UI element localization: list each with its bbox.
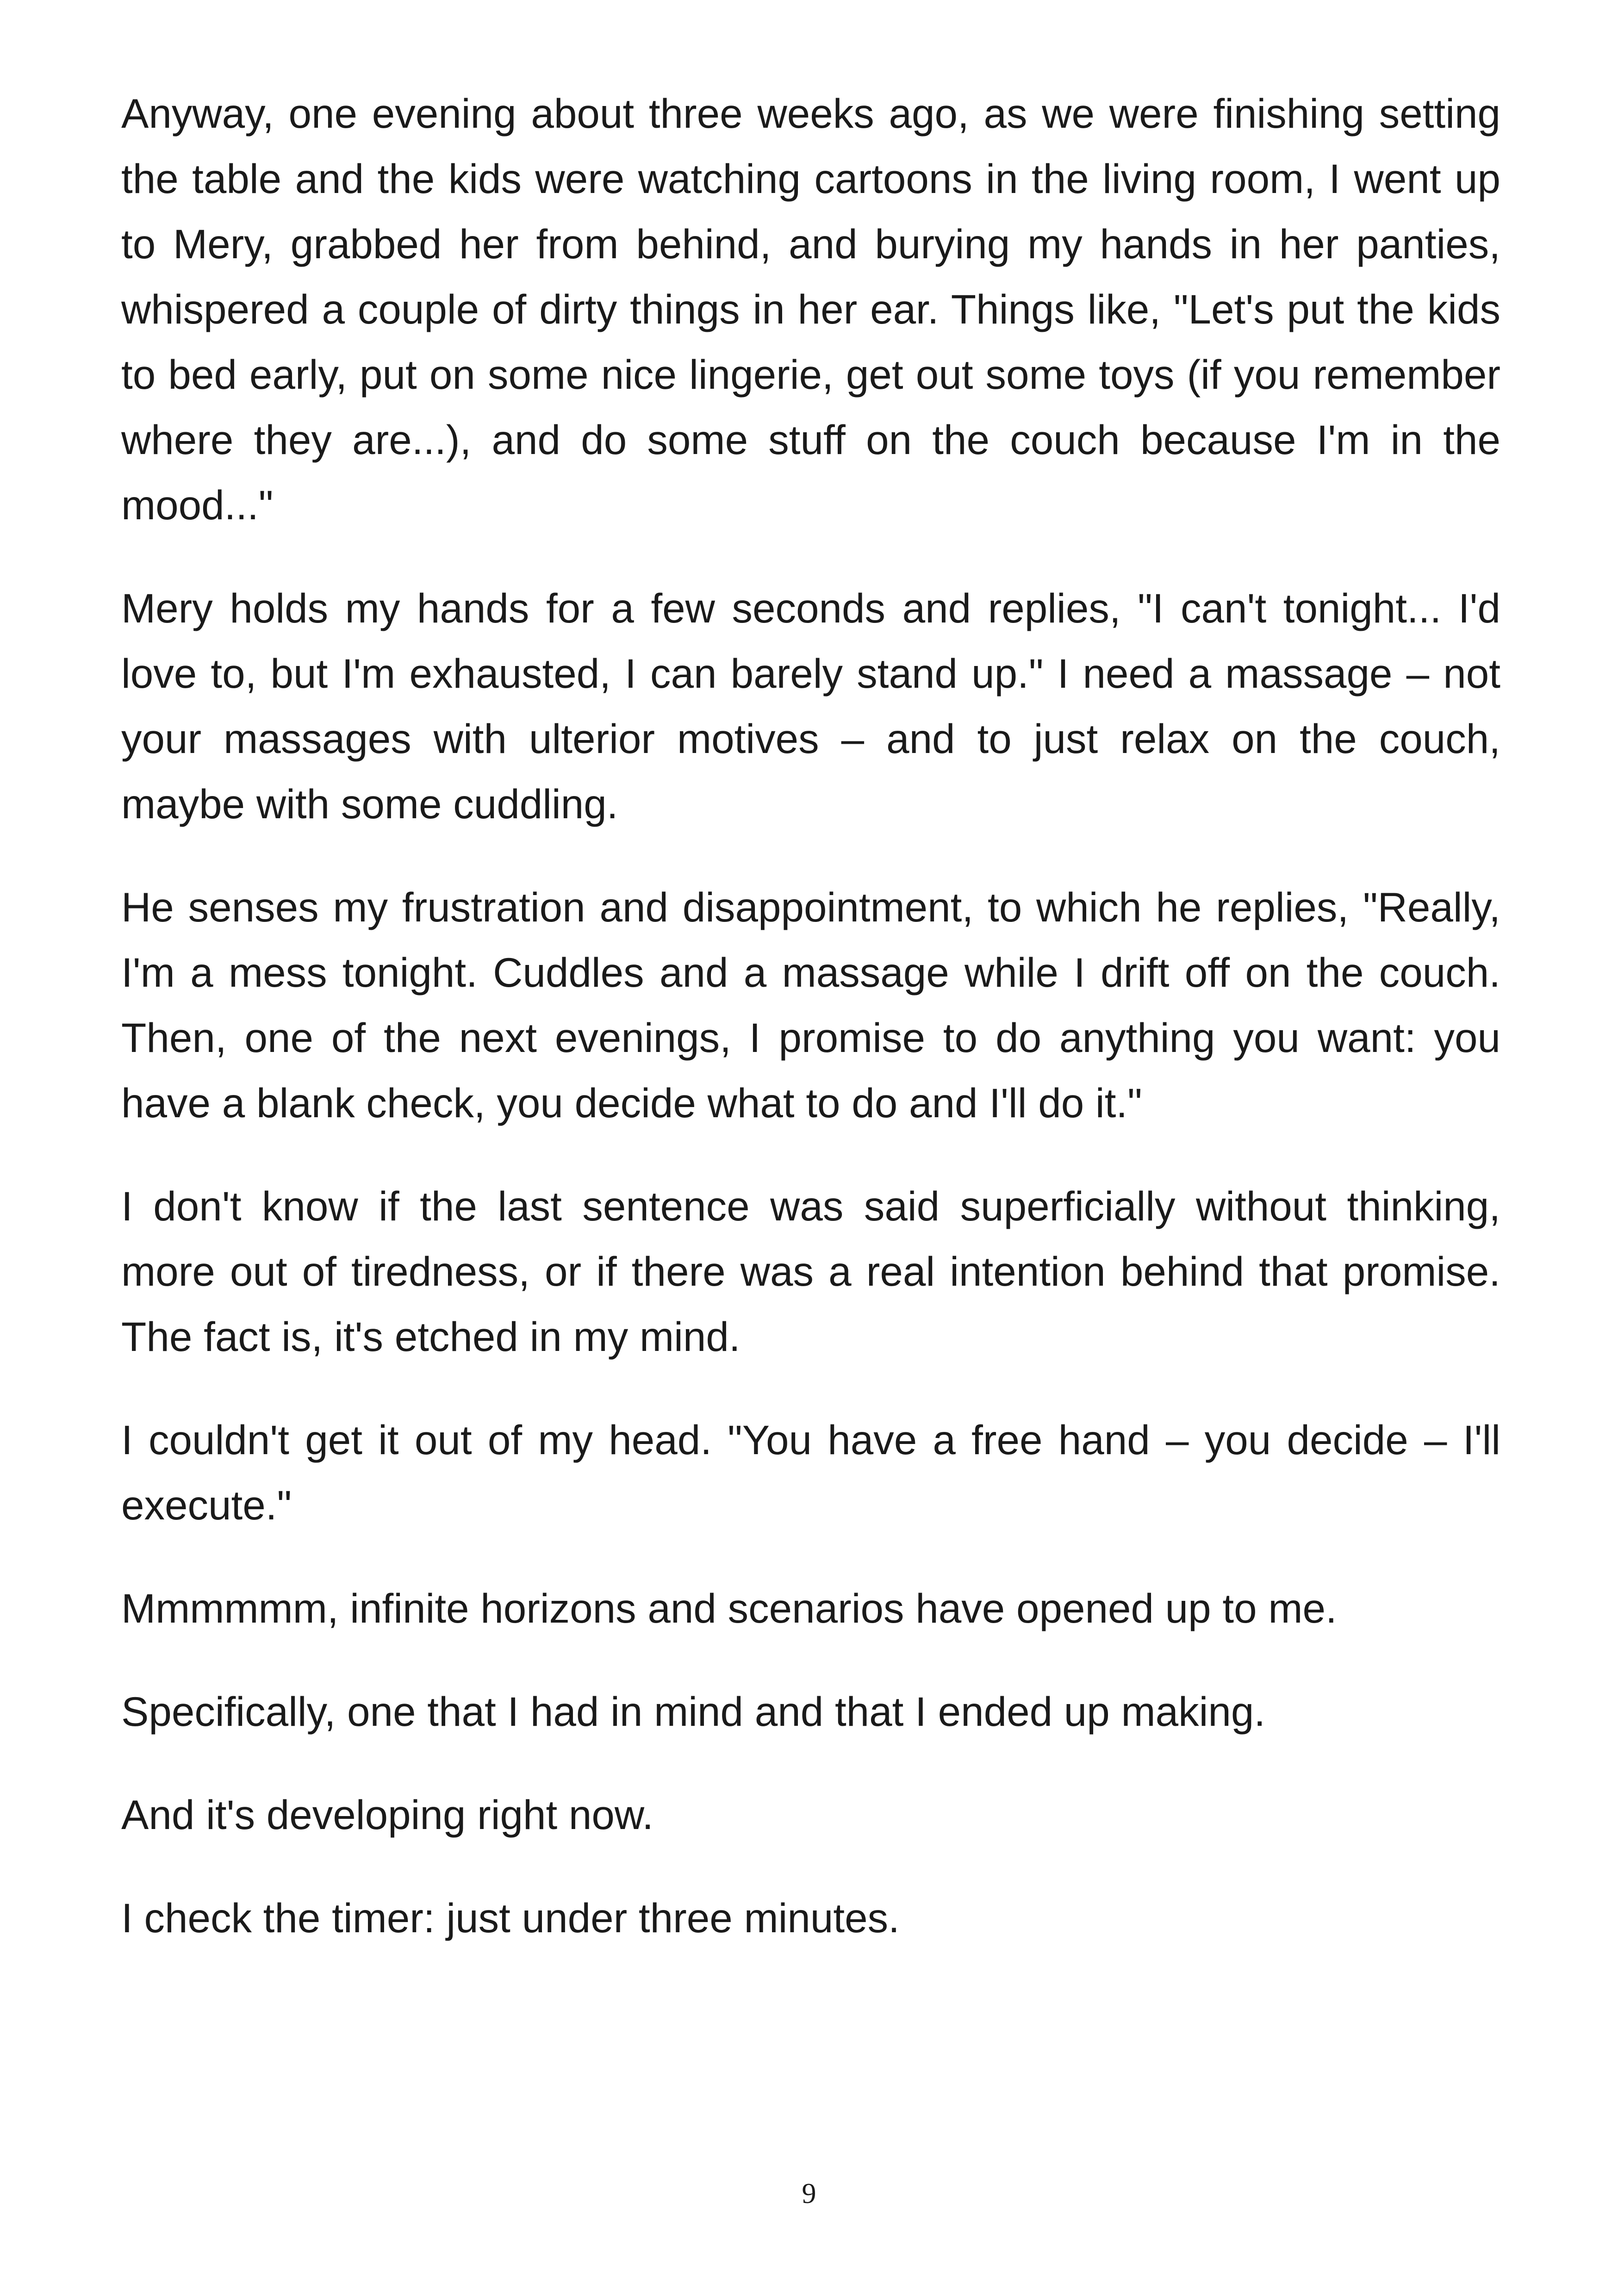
page-number: 9 [802, 2178, 816, 2209]
paragraph-7: Specifically, one that I had in mind and that I ended up making. [121, 1688, 1266, 1735]
paragraph-9: I check the timer: just under three minutes. [121, 1895, 900, 1941]
paragraph-1: Anyway, one evening about three weeks ago, as we were finishing setting the table and the kids were watching cartoons in the living room, I went up to Mery, grabbed her from behind, and burying my hands in her panties, whispered a couple of dirty things in her ear. Things like, "Let's put the kids to bed early, put on some nice lingerie, get out some toys (if you remember where they are...), and do some stuff on the couch because I'm in the mood..." [121, 90, 1500, 528]
paragraph-3: He senses my frustration and disappointment, to which he replies, "Really, I'm a mess tonight. Cuddles and a massage while I drift off on the couch. Then, one of the next evenings, I promise to do anything you want: you have a blank check, you decide what to do and I'll do it." [121, 884, 1500, 1126]
paragraph-4: I don't know if the last sentence was said superficially without thinking, more out of tiredness, or if there was a real intention behind that promise. The fact is, it's etched in my mind. [121, 1183, 1500, 1360]
paragraph-6: Mmmmmm, infinite horizons and scenarios have opened up to me. [121, 1585, 1337, 1631]
paragraph-5: I couldn't get it out of my head. "You have a free hand – you decide – I'll execute." [121, 1417, 1500, 1528]
paragraph-8: And it's developing right now. [121, 1792, 654, 1838]
body-text [121, 81, 1500, 1989]
paragraph-2: Mery holds my hands for a few seconds and replies, "I can't tonight... I'd love to, but I'm exhausted, I can barely stand up." I need a massage – not your massages with ulterior motives – and to just relax on the couch, maybe with some cuddling. [121, 585, 1500, 827]
